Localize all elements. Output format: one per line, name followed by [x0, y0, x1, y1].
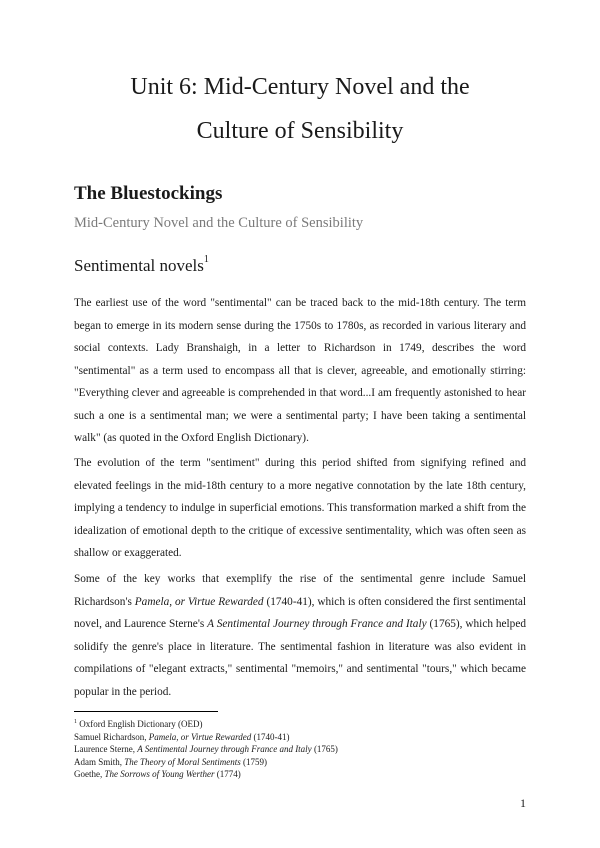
footnote-year: (1774)	[214, 769, 241, 779]
footnote-smith	[74, 756, 534, 769]
work-title-pamela: Pamela, or Virtue Rewarded	[134, 595, 264, 608]
footnote-year: (1759)	[240, 756, 268, 767]
footnote-sterne	[74, 743, 534, 756]
footnote-author: Adam Smith,	[74, 756, 125, 767]
footnote-1-text: Oxford English Dictionary (OED)	[77, 719, 203, 729]
footnote-goethe	[74, 768, 534, 781]
footnote-author: Laurence Sterne,	[74, 744, 138, 754]
footnote-work-title: A Sentimental Journey through France and Italy	[137, 744, 312, 754]
paragraph-1: The earliest use of the word "sentimental" can be traced back to the mid-18th century. The term began to emerge in its modern sense during the 1750s to 1780s, as recorded in various literary and social contexts. Lady Branshaigh, in a letter to Richardson in 1749, describes the word "sentimental" as a term used to encompass all that is clever, agreeable, and emotionally stirring: "Everything clever and agreeable is comprehended in that word...I am frequently astonished to hear such a one is a sentimental man; we were a sentimental party; I have been taking a sentimental walk" (as quoted in the Oxford English Dictionary).	[74, 297, 526, 444]
footnote-1	[74, 716, 534, 731]
footnote-marker: 1	[74, 719, 77, 725]
paragraph-2: The evolution of the term "sentiment" during this period shifted from signifying refined and elevated feelings in the mid-18th century to a more negative connotation by the late 18th century, implying a tendency to indulge in superficial emotions. This transformation marked a shift from the idealization of emotional depth to the critique of excessive sentimentality, which was often seen as shallow or exaggerated.	[74, 457, 526, 559]
paragraph-3-text-3: (1765), which helped solidify the genre's place in literature. The sentimental fashion in literature was also evident in compilations of "elegant extracts," sentimental "memoirs," and sentimental "tours," which became popular in the period.	[74, 618, 526, 698]
footnote-work-title: The Sorrows of Young Werther	[104, 769, 215, 779]
footnote-author: Goethe,	[74, 769, 105, 779]
section-subtitle: Mid-Century Novel and the Culture of Sensibility	[74, 215, 364, 231]
work-title-sentimental-journey: A Sentimental Journey through France and Italy	[207, 618, 427, 630]
page-title-line-2: Culture of Sensibility	[196, 118, 404, 144]
footnote-richardson	[74, 731, 534, 744]
page-number: 1	[520, 796, 526, 810]
footnote-author: Samuel Richardson,	[74, 731, 149, 742]
subsection-heading	[74, 256, 209, 276]
footnote-reference[interactable]: 1	[203, 254, 209, 266]
page-title-line-1: Unit 6: Mid-Century Novel and the	[130, 74, 470, 100]
section-heading: The Bluestockings	[74, 183, 223, 204]
footnotes	[74, 716, 534, 781]
subsection-heading-text: Sentimental novels	[74, 256, 204, 275]
footnote-divider	[74, 711, 218, 712]
footnote-year: (1740-41)	[251, 731, 290, 742]
footnote-work-title: Pamela, or Virtue Rewarded	[148, 731, 252, 742]
footnote-year: (1765)	[311, 744, 338, 754]
footnote-work-title: The Theory of Moral Sentiments	[124, 756, 241, 767]
paragraph-3	[74, 568, 526, 703]
paragraph-3-text-2: (1740-41), which is often considered the first sentimental novel, and Laurence Sterne's	[74, 595, 526, 630]
paragraph-3-text-1: Some of the key works that exemplify the rise of the sentimental genre include Samuel Richardson's	[74, 573, 526, 608]
